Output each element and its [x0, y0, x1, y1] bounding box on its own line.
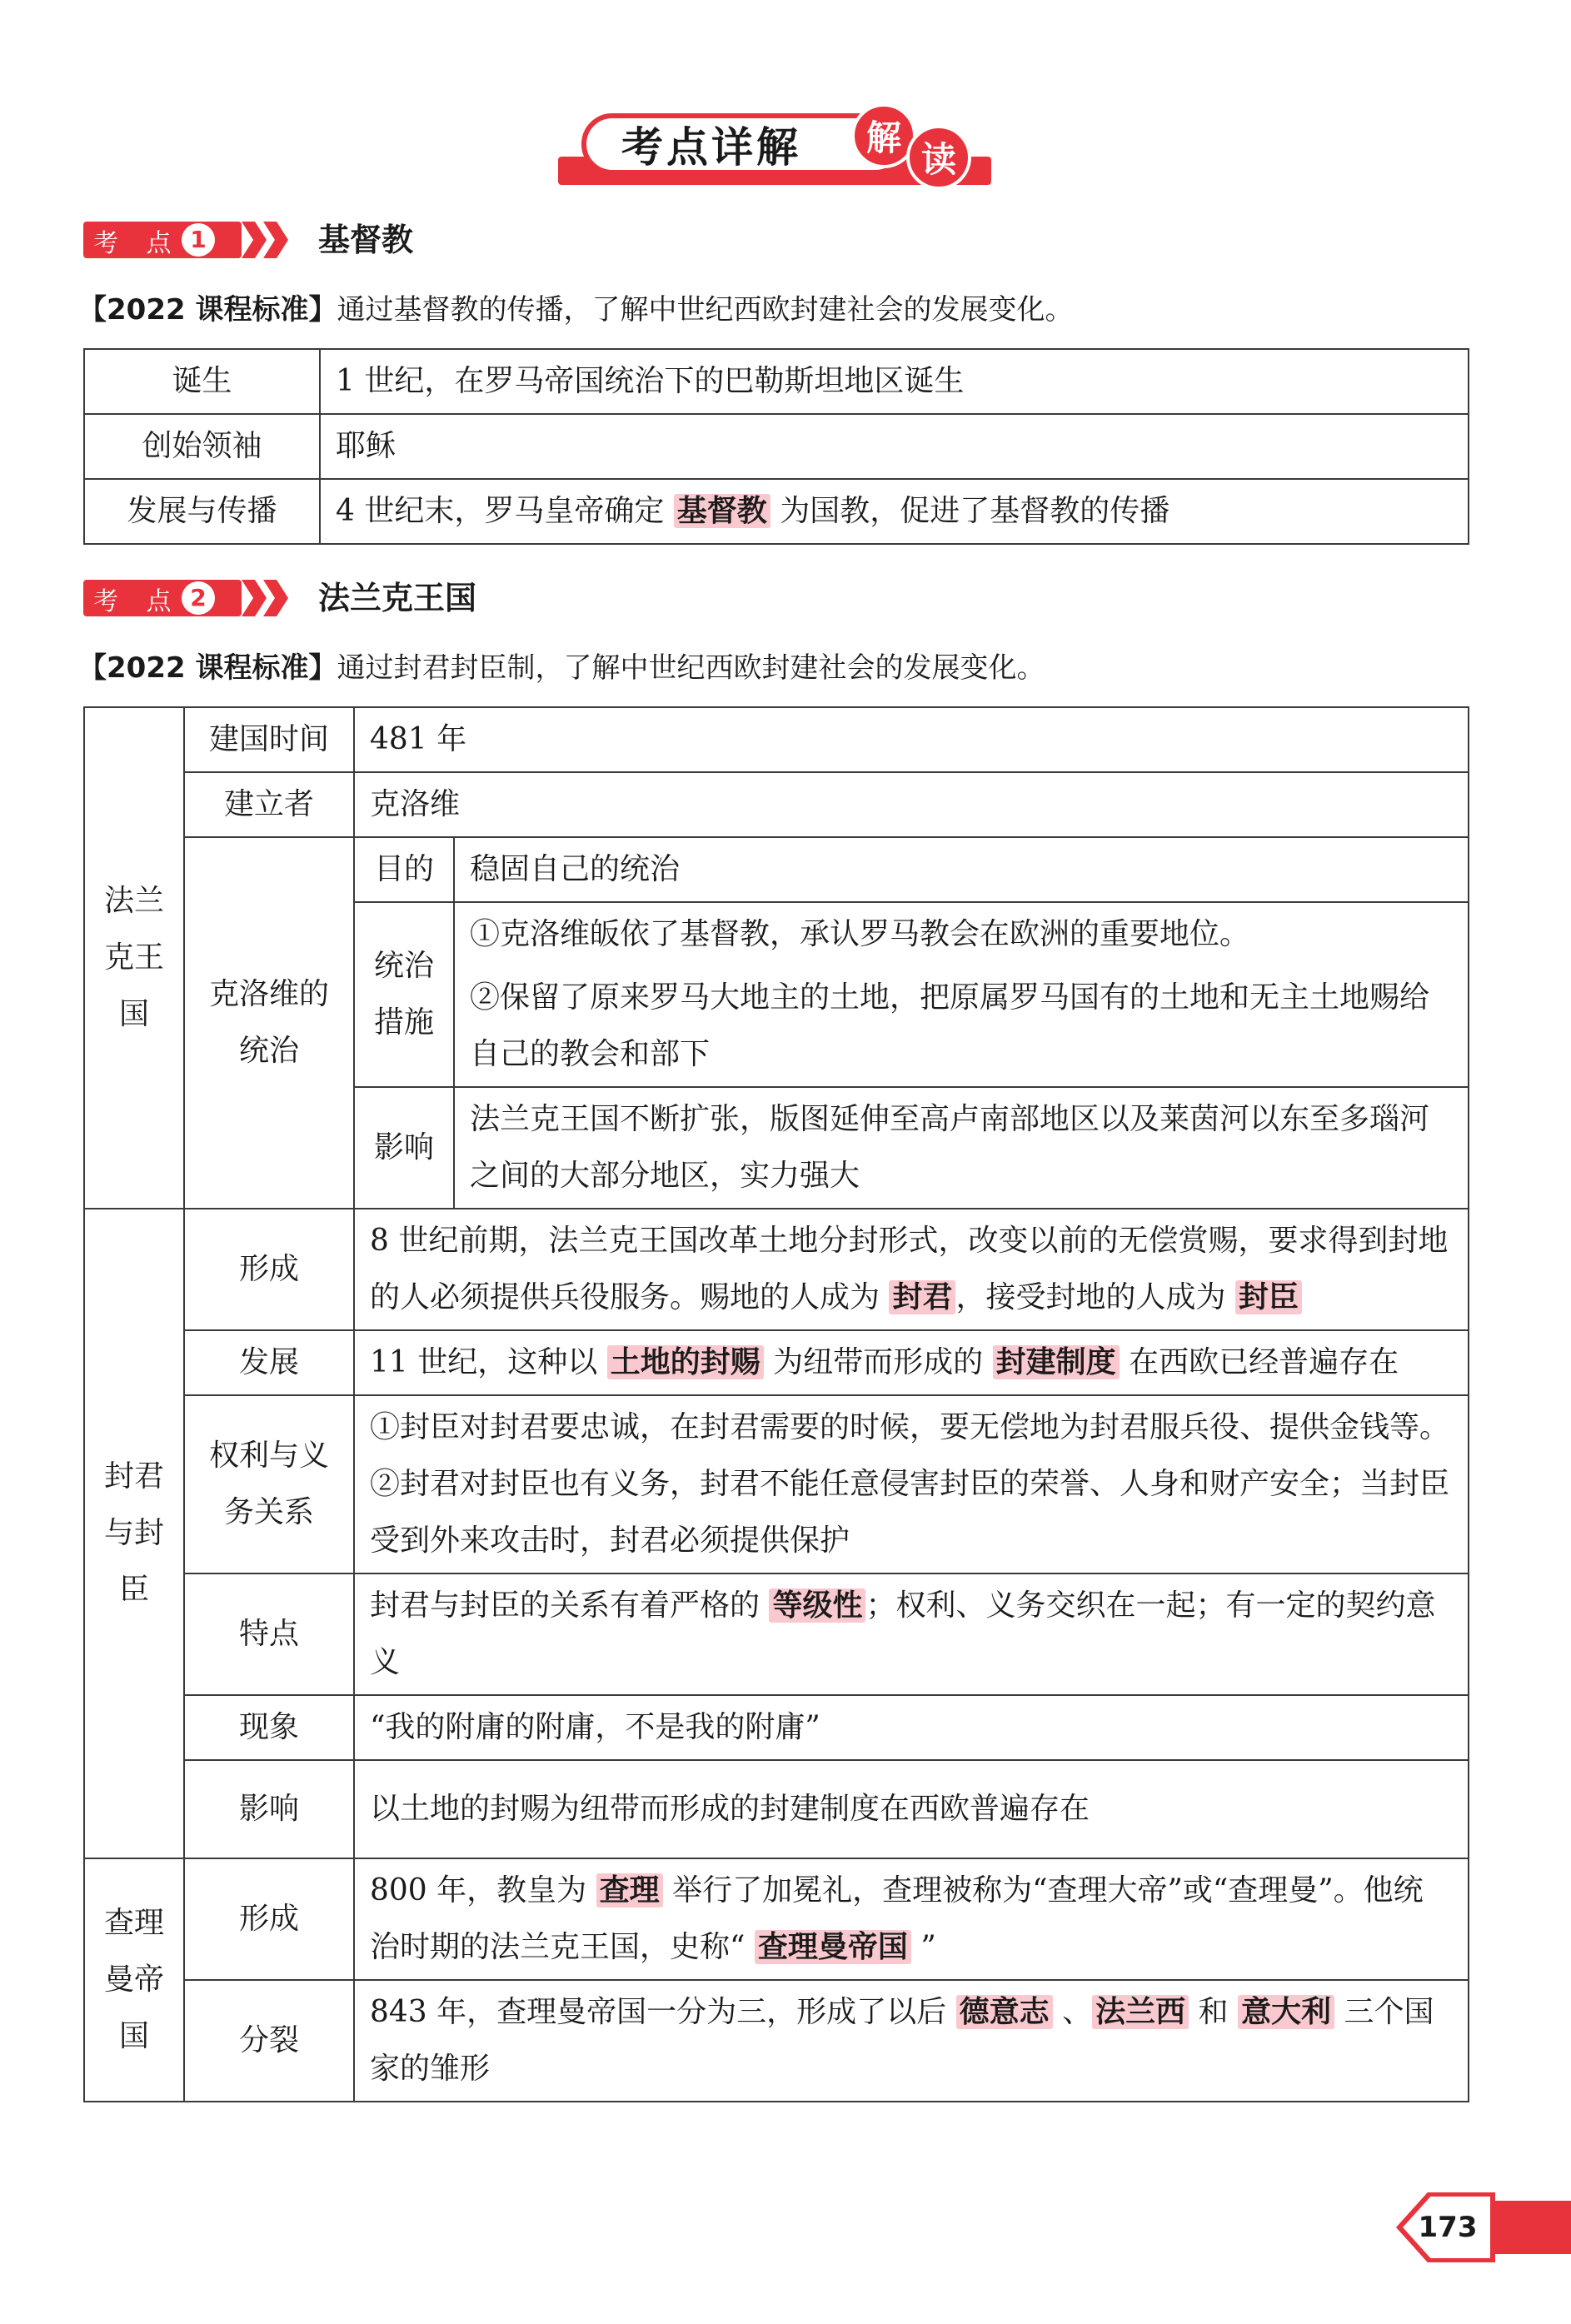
- row-label: 影响: [184, 1760, 354, 1858]
- row-label: 现象: [184, 1695, 354, 1760]
- row-label: 发展与传播: [84, 479, 320, 544]
- key-term: 查理曼帝国: [755, 1930, 911, 1964]
- banner-title: 考点详解: [621, 123, 801, 172]
- row-content: 1 世纪，在罗马帝国统治下的巴勒斯坦地区诞生: [320, 349, 1469, 414]
- text-part: 843 年，查理曼帝国一分为三，形成了以后: [370, 1995, 956, 2029]
- row-label: 形成: [184, 1209, 354, 1330]
- row-content: ①克洛维皈依了基督教，承认罗马教会在欧洲的重要地位。: [454, 902, 1469, 966]
- row-content: 481 年: [354, 707, 1469, 772]
- table-christianity: [83, 348, 1469, 545]
- row-content: 法兰克王国不断扩张，版图延伸至高卢南部地区以及莱茵河以东至多瑙河之间的大部分地区，实力强大: [454, 1087, 1469, 1209]
- curriculum-standard-2: [78, 650, 1045, 686]
- section-number: 1: [182, 223, 215, 257]
- text-part: 800 年，教皇为: [370, 1873, 596, 1908]
- page-number-badge: [1389, 2192, 1571, 2262]
- table-row: [84, 837, 1469, 902]
- page-number: 173: [1418, 2211, 1478, 2244]
- text-part: 封君与封臣的关系有着严格的: [370, 1588, 770, 1623]
- table-row: [84, 772, 1469, 837]
- key-term: 封建制度: [993, 1345, 1120, 1379]
- row-content: “我的附庸的附庸，不是我的附庸”: [354, 1695, 1469, 1760]
- row-label: 发展: [184, 1330, 354, 1395]
- key-term: 封臣: [1235, 1280, 1302, 1314]
- banner-bubble-1: 解: [851, 103, 916, 168]
- section-title: 法兰克王国: [318, 580, 477, 616]
- row-content: [354, 1858, 1469, 1980]
- row-content: 稳固自己的统治: [454, 837, 1469, 902]
- section-number: 2: [182, 581, 215, 615]
- row-label: 诞生: [84, 349, 320, 414]
- row-label: 特点: [184, 1573, 354, 1695]
- table-row: [84, 1330, 1469, 1395]
- section-1-heading: [83, 218, 750, 262]
- table-frankish-kingdom: [83, 706, 1469, 2102]
- row-label: 形成: [184, 1858, 354, 1980]
- text-part: 和: [1189, 1995, 1238, 2029]
- sub-label: 影响: [354, 1087, 454, 1209]
- text-part: 在西欧已经普遍存在: [1119, 1345, 1399, 1379]
- key-term: 德意志: [956, 1995, 1053, 2029]
- sub-label: 目的: [354, 837, 454, 902]
- section-tag-label: 考 点: [93, 587, 182, 616]
- standard-text: 通过基督教的传播，了解中世纪西欧封建社会的发展变化。: [337, 293, 1074, 327]
- text-part: 4 世纪末，罗马皇帝确定: [336, 494, 674, 528]
- row-label: 创始领袖: [84, 414, 320, 479]
- text-part: 三个国家的雏形: [370, 1995, 1434, 2086]
- row-label: 分裂: [184, 1980, 354, 2102]
- row-content: 以土地的封赐为纽带而形成的封建制度在西欧普遍存在: [354, 1760, 1469, 1858]
- row-label: 克洛维的统治: [184, 837, 354, 1209]
- table-row: [84, 349, 1469, 414]
- text-part: 11 世纪，这种以: [370, 1345, 607, 1379]
- group-label: 查理曼帝国: [84, 1858, 184, 2102]
- table-row: [84, 707, 1469, 772]
- section-tag-label: 考 点: [93, 229, 182, 258]
- text-part: ，接受封地的人成为: [955, 1280, 1235, 1314]
- table-row: [84, 479, 1469, 544]
- text-part: 为国教，促进了基督教的传播: [770, 494, 1170, 528]
- table-row: [84, 414, 1469, 479]
- double-chevron-icon: [242, 222, 292, 258]
- double-chevron-icon: [242, 580, 292, 616]
- row-content: 克洛维: [354, 772, 1469, 837]
- text-part: ；权利、义务交织在一起；有一定的契约意义: [370, 1588, 1436, 1679]
- row-content: [320, 479, 1469, 544]
- table-row: [84, 1858, 1469, 1980]
- group-label: 法兰克王国: [84, 707, 184, 1209]
- standard-label: 【2022 课程标准】: [78, 293, 337, 327]
- table-row: [84, 1573, 1469, 1695]
- text-part: ”: [910, 1930, 936, 1964]
- row-content: ②保留了原来罗马大地主的土地，把原属罗马国有的土地和无主土地赐给自己的教会和部下: [454, 966, 1469, 1087]
- text-part: 8 世纪前期，法兰克王国改革土地分封形式，改变以前的无偿赏赐，要求得到封地的人必须提供兵役服务。赐地的人成为: [370, 1224, 1449, 1314]
- key-term: 等级性: [769, 1588, 865, 1623]
- row-label: 权利与义务关系: [184, 1395, 354, 1573]
- row-content: [354, 1395, 1469, 1573]
- row-content: [354, 1980, 1469, 2102]
- row-content: [354, 1573, 1469, 1695]
- standard-text: 通过封君封臣制，了解中世纪西欧封建社会的发展变化。: [337, 651, 1045, 685]
- standard-label: 【2022 课程标准】: [78, 651, 337, 685]
- row-label: 建国时间: [184, 707, 354, 772]
- section-title: 基督教: [318, 222, 414, 258]
- table-row: [84, 1760, 1469, 1858]
- section-2-heading: [83, 576, 750, 620]
- curriculum-standard-1: [78, 292, 1073, 328]
- key-term: 法兰西: [1092, 1995, 1189, 2029]
- row-content: 耶稣: [320, 414, 1469, 479]
- key-term: 封君: [889, 1280, 955, 1314]
- table-row: [84, 1209, 1469, 1330]
- text-part: ①封臣对封君要忠诚，在封君需要的时候，要无偿地为封君服兵役、提供金钱等。: [370, 1410, 1450, 1444]
- table-row: [84, 1695, 1469, 1760]
- text-part: ②封君对封臣也有义务，封君不能任意侵害封臣的荣誉、人身和财产安全；当封臣受到外来攻击时，封君必须提供保护: [370, 1467, 1450, 1558]
- text-part: 举行了加冕礼，查理被称为“查理大帝”或“查理曼”。他统治时期的法兰克王国，史称“: [370, 1873, 1424, 1964]
- key-term: 基督教: [674, 494, 771, 528]
- banner-bubble-2: 读: [906, 125, 971, 190]
- key-term: 土地的封赐: [607, 1345, 764, 1379]
- row-label: 建立者: [184, 772, 354, 837]
- sub-label: 统治措施: [354, 902, 454, 1087]
- section-banner: [558, 108, 991, 192]
- row-content: [354, 1330, 1469, 1395]
- key-term: 意大利: [1238, 1995, 1334, 2029]
- row-content: [354, 1209, 1469, 1330]
- group-label: 封君与封臣: [84, 1209, 184, 1858]
- text-part: 、: [1052, 1995, 1093, 2029]
- key-term: 查理: [596, 1873, 663, 1908]
- text-part: 为纽带而形成的: [763, 1345, 993, 1379]
- table-row: [84, 1395, 1469, 1573]
- table-row: [84, 1980, 1469, 2102]
